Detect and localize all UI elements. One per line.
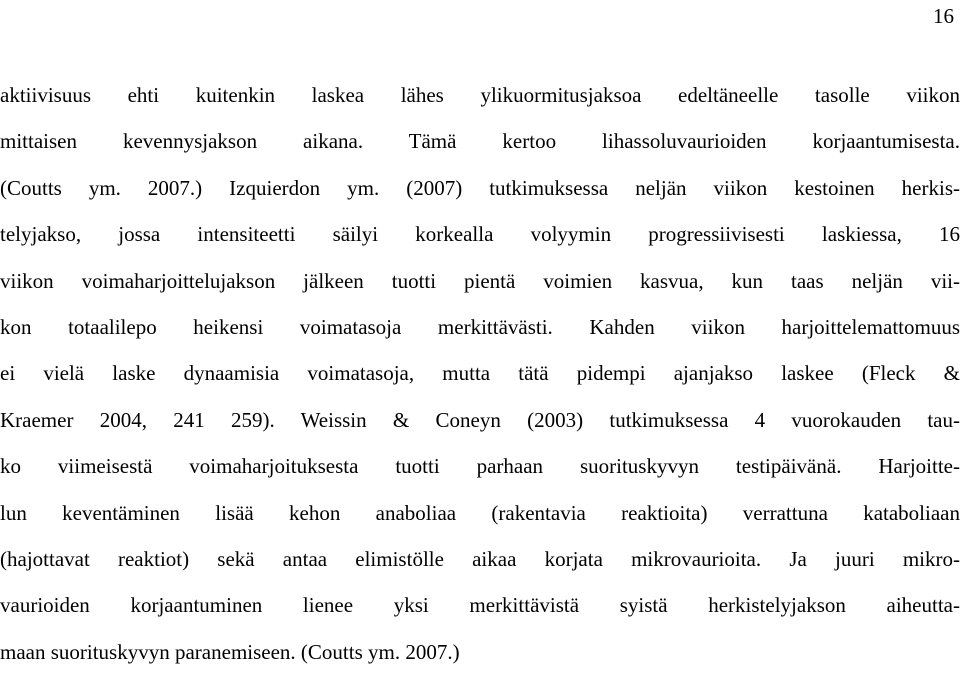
text-line: viikon voimaharjoittelujakson jälkeen tuotti pientä voimien kasvua, kun taas neljän vii- xyxy=(0,268,960,293)
text-line: telyjakso, jossa intensiteetti säilyi korkealla volyymin progressiivisesti laskiessa, 16 xyxy=(0,222,960,247)
text-line: lun keventäminen lisää kehon anaboliaa (rakentavia reaktioita) verrattuna kataboliaan xyxy=(0,500,960,525)
text-line: (Coutts ym. 2007.) Izquierdon ym. (2007) tutkimuksessa neljän viikon kestoinen herkis- xyxy=(0,175,960,200)
page-number: 16 xyxy=(933,4,954,28)
text-line: maan suorituskyvyn paranemiseen. (Coutts ym. 2007.) xyxy=(0,639,460,664)
text-line: ko viimeisestä voimaharjoituksesta tuotti parhaan suorituskyvyn testipäivänä. Harjoitte- xyxy=(0,454,960,479)
text-line: kon totaalilepo heikensi voimatasoja merkittävästi. Kahden viikon harjoittelemattomuus xyxy=(0,314,960,339)
body-paragraph xyxy=(0,77,960,680)
text-line: vaurioiden korjaantuminen lienee yksi merkittävistä syistä herkistelyjakson aiheutta- xyxy=(0,593,960,618)
text-line: Kraemer 2004, 241 259). Weissin & Coneyn (2003) tutkimuksessa 4 vuorokauden tau- xyxy=(0,407,960,432)
text-line: aktiivisuus ehti kuitenkin laskea lähes ylikuormitusjaksoa edeltäneelle tasolle viikon xyxy=(0,83,960,107)
text-line: mittaisen kevennysjakson aikana. Tämä kertoo lihassoluvaurioiden korjaantumisesta. xyxy=(0,129,960,154)
text-line: ei vielä laske dynaamisia voimatasoja, mutta tätä pidempi ajanjakso laskee (Fleck & xyxy=(0,361,960,386)
text-line: (hajottavat reaktiot) sekä antaa elimistölle aikaa korjata mikrovaurioita. Ja juuri mikro- xyxy=(0,546,960,571)
